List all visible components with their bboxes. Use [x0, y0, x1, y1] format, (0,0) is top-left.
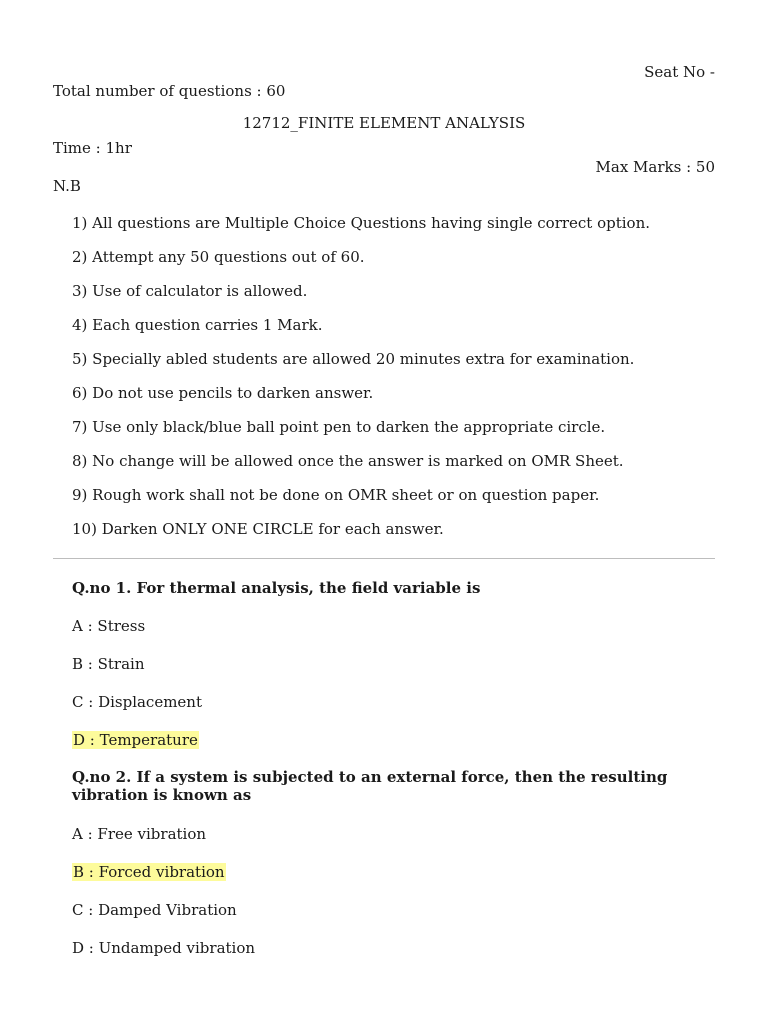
question-1-option-c: [72, 692, 202, 712]
subject-title: 12712_FINITE ELEMENT ANALYSIS: [242, 114, 526, 132]
option-label: A : Stress: [72, 617, 146, 635]
correct-answer-highlight: B : Forced vibration: [73, 863, 225, 881]
question-2-option-c: [72, 900, 237, 920]
option-label: D : Undamped vibration: [72, 939, 256, 957]
instruction-item: 5) Specially abled students are allowed 20 minutes extra for examination.: [72, 350, 635, 368]
question-2-option-d: [72, 938, 255, 958]
question-1-option-d: [72, 730, 199, 750]
nb-label: N.B: [53, 177, 81, 195]
question-1-text: Q.no 1. For thermal analysis, the field variable is: [72, 579, 481, 597]
question-2-option-a: [72, 824, 206, 844]
time-label: Time : 1hr: [53, 139, 132, 157]
instructions-list: [72, 212, 650, 552]
instruction-item: 7) Use only black/blue ball point pen to darken the appropriate circle.: [72, 418, 606, 436]
instruction-item: 3) Use of calculator is allowed.: [72, 282, 308, 300]
question-2-option-b: [72, 862, 226, 882]
option-label: C : Displacement: [72, 693, 202, 711]
question-1-option-a: [72, 616, 145, 636]
option-label: B : Strain: [72, 655, 145, 673]
instruction-item: 10) Darken ONLY ONE CIRCLE for each answer.: [72, 520, 444, 538]
instruction-item: 9) Rough work shall not be done on OMR sheet or on question paper.: [72, 486, 600, 504]
question-1-option-b: [72, 654, 145, 674]
option-label: C : Damped Vibration: [72, 901, 237, 919]
instruction-item: 6) Do not use pencils to darken answer.: [72, 384, 374, 402]
correct-answer-highlight: D : Temperature: [73, 731, 198, 749]
seat-number-label: Seat No -: [644, 63, 715, 81]
question-2-text: Q.no 2. If a system is subjected to an external force, then the resulting vibration is known as: [72, 768, 668, 804]
instruction-item: 1) All questions are Multiple Choice Questions having single correct option.: [72, 214, 651, 232]
instruction-item: 4) Each question carries 1 Mark.: [72, 316, 323, 334]
instruction-item: 2) Attempt any 50 questions out of 60.: [72, 248, 365, 266]
option-label: A : Free vibration: [72, 825, 207, 843]
total-questions-label: Total number of questions : 60: [53, 82, 286, 100]
section-divider: [53, 558, 715, 559]
max-marks-label: Max Marks : 50: [595, 158, 715, 176]
instruction-item: 8) No change will be allowed once the answer is marked on OMR Sheet.: [72, 452, 624, 470]
